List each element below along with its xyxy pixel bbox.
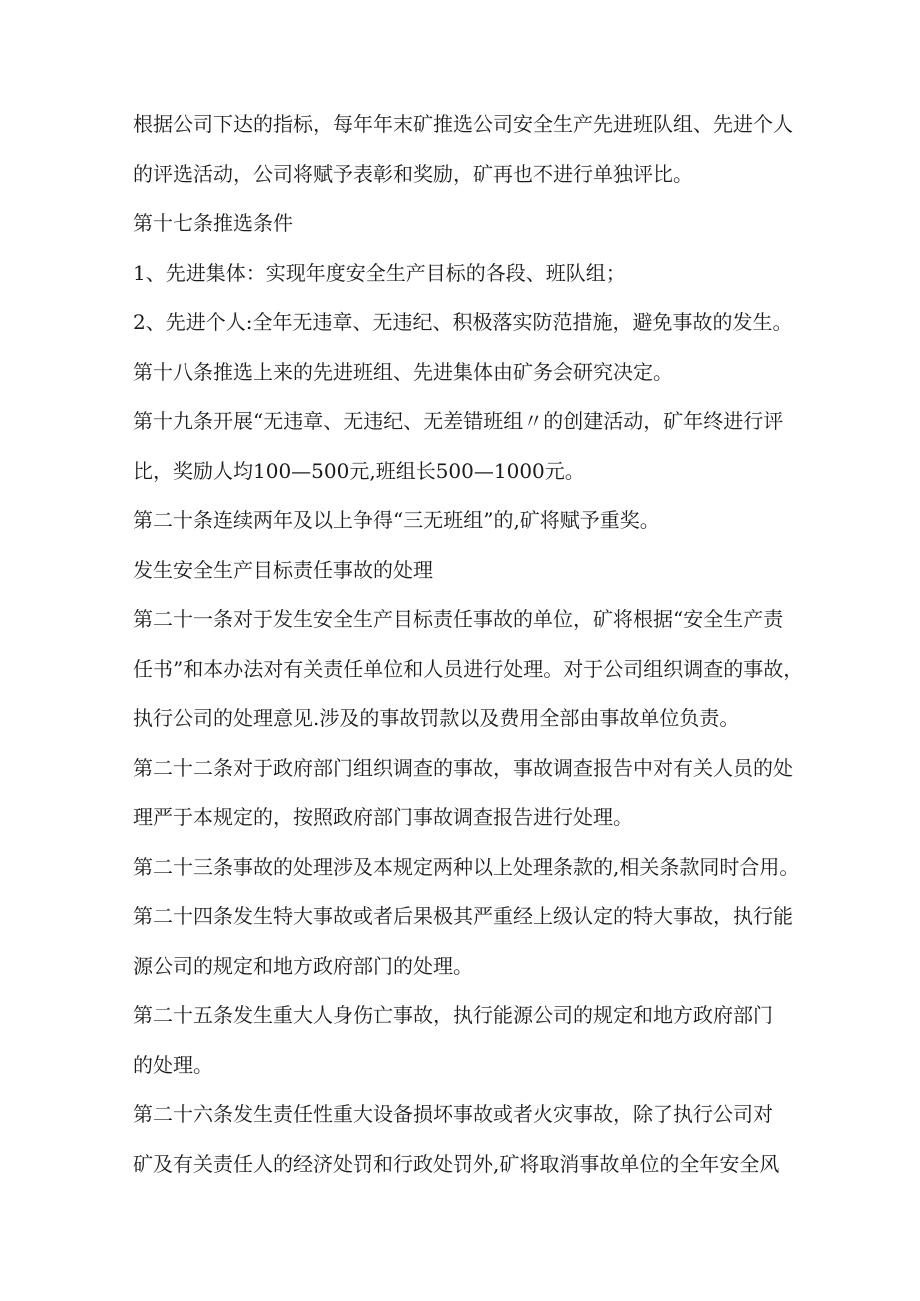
text-line: 第二十五条发生重大人身伤亡事故，执行能源公司的规定和地方政府部门 <box>133 1003 773 1027</box>
text-line: 第十九条开展“无违章、无违纪、无差错班组〃的创建活动，矿年终进行评 <box>133 409 784 433</box>
text-line: 2、先进个人:全年无违章、无违纪、积极落实防范措施，避免事故的发生。 <box>133 310 793 334</box>
text-line: 源公司的规定和地方政府部门的处理。 <box>133 953 473 978</box>
text-line: 第十八条推选上来的先进班组、先进集体由矿务会研究决定。 <box>133 359 673 384</box>
text-line: 第二十二条对于政府部门组织调查的事故，事故调查报告中对有关人员的处 <box>133 755 793 780</box>
section-heading: 发生安全生产目标责任事故的处理 <box>133 557 433 582</box>
text-line: 第二十四条发生特大事故或者后果极其严重经上级认定的特大事故，执行能 <box>133 904 793 928</box>
text-line: 矿及有关责任人的经济处罚和行政处罚外,矿将取消事故单位的全年安全风 <box>133 1151 780 1176</box>
text-line: 比，奖励人均100—500元,班组长500—1000元。 <box>133 458 585 483</box>
text-line: 理严于本规定的，按照政府部门事故调查报告进行处理。 <box>133 805 633 829</box>
text-line: 第二十三条事故的处理涉及本规定两种以上处理条款的,相关条款同时合用。 <box>133 854 800 879</box>
text-line: 执行公司的处理意见.涉及的事故罚款以及费用全部由事故单位负责。 <box>133 706 740 730</box>
text-line: 1、先进集体：实现年度安全生产目标的各段、班队组； <box>133 260 626 285</box>
text-line: 第二十一条对于发生安全生产目标责任事故的单位，矿将根据“安全生产责 <box>133 607 784 631</box>
text-line: 第二十条连续两年及以上争得“三无班组”的,矿将赋予重奖。 <box>133 508 660 532</box>
text-line: 根据公司下达的指标，每年年末矿推选公司安全生产先进班队组、先进个人 <box>133 112 793 136</box>
text-line: 的评选活动，公司将赋予表彰和奖励，矿再也不进行单独评比。 <box>133 161 693 186</box>
document-body <box>133 104 823 1193</box>
text-line: 任书”和本办法对有关责任单位和人员进行处理。对于公司组织调查的事故， <box>133 656 804 681</box>
article-heading: 第十七条推选条件 <box>133 211 293 235</box>
text-line: 的处理。 <box>133 1052 213 1077</box>
text-line: 第二十六条发生责任性重大设备损坏事故或者火灾事故，除了执行公司对 <box>133 1102 773 1126</box>
